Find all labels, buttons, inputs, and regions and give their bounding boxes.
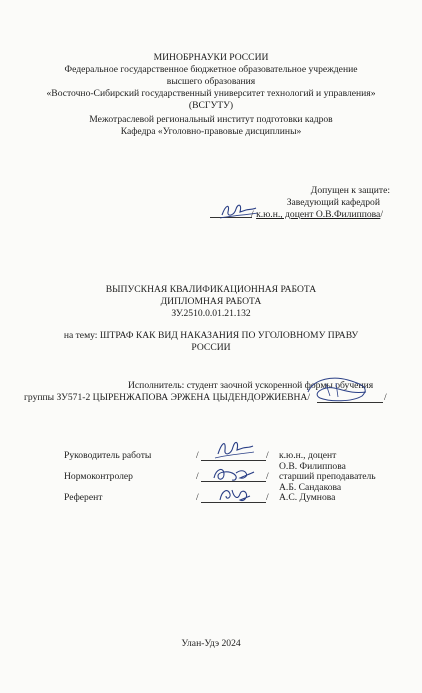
approval-name-row (251, 209, 383, 221)
admit-label: Допущен к защите: (310, 185, 390, 196)
sig1-info-1: к.ю.н., доцент (279, 450, 337, 461)
executor-signature (300, 372, 380, 406)
university-name: «Восточно-Сибирский государственный университет технологий и управления» (46, 88, 376, 99)
org-line-2: высшего образования (166, 76, 256, 87)
university-abbrev: (ВСГУТУ) (188, 100, 234, 111)
sig2-info-1: старший преподаватель (279, 471, 376, 482)
org-line-1: Федеральное государственное бюджетное образовательное учреждение (64, 64, 358, 75)
sig1-slash-right: / (266, 450, 269, 461)
sig3-slash-left: / (196, 492, 199, 503)
work-type-title: ВЫПУСКНАЯ КВАЛИФИКАЦИОННАЯ РАБОТА (105, 284, 317, 295)
executor-line-2 (24, 392, 310, 404)
referent-signature (214, 484, 254, 506)
sig1-slash-left: / (196, 450, 199, 461)
executor-slash-end: / (384, 392, 387, 403)
topic-line-1: на тему: ШТРАФ КАК ВИД НАКАЗАНИЯ ПО УГОЛОВНОМУ ПРАВУ (63, 330, 359, 341)
head-of-department-label: Заведующий кафедрой (286, 197, 380, 208)
role-referent: Референт (64, 492, 103, 503)
approval-slash-left: / (251, 209, 254, 220)
approval-name: к.ю.н., доцент О.В.Филиппова (256, 209, 381, 220)
work-subtype-title: ДИПЛОМНАЯ РАБОТА (160, 296, 262, 307)
role-supervisor: Руководитель работы (64, 450, 152, 461)
sig2-info-2: А.Б. Сандакова (279, 482, 342, 493)
sig2-slash-right: / (266, 471, 269, 482)
supervisor-signature (212, 436, 256, 462)
sig3-slash-right: / (266, 492, 269, 503)
ministry-name: МИНОБРНАУКИ РОССИИ (153, 52, 269, 63)
city-year: Улан-Удэ 2024 (181, 638, 241, 649)
executor-name: группы ЗУ571-2 ЦЫРЕНЖАПОВА ЭРЖЕНА ЦЫДЕНДОРЖИЕВНА/ (24, 392, 311, 403)
work-code: ЗУ.2510.0.01.21.132 (171, 308, 251, 319)
role-norm-controller: Нормоконтролер (64, 471, 133, 482)
topic-line-2: РОССИИ (191, 342, 231, 353)
norm-controller-signature (208, 464, 256, 486)
sig1-info-2: О.В. Филиппова (279, 461, 346, 472)
approval-slash-right: / (380, 209, 383, 220)
institute-name: Межотраслевой региональный институт подготовки кадров (89, 114, 333, 125)
sig3-info-1: А.С. Думнова (279, 492, 336, 503)
sig2-slash-left: / (196, 471, 199, 482)
department-name: Кафедра «Уголовно-правовые дисциплины» (120, 126, 302, 137)
executor-line-1: Исполнитель: студент заочной ускоренной формы обучения (128, 380, 374, 391)
